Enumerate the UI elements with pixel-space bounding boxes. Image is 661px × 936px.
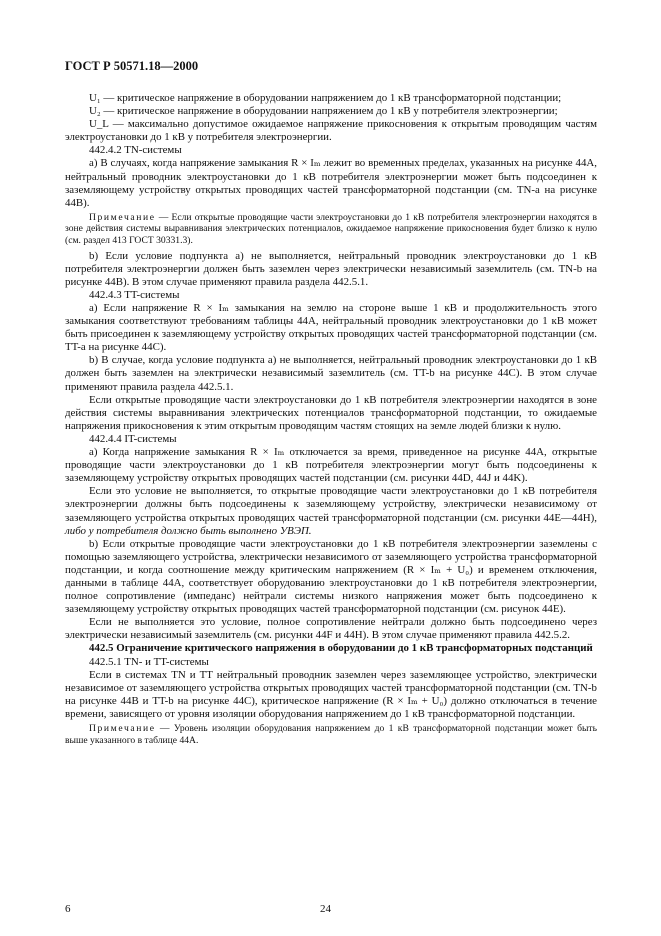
paragraph: Если в системах TN и TT нейтральный проводник заземлен через заземляющее устройство, электрически независимое от заземляющего устройства открытых проводящих частей трансформаторной подстанции (см. TN-b на рисунке 44В и TT-b на рисунке 44С), критическое напряжение (R × Iₘ + U₀) должно отключаться в течение времени, зависящего от уровня изоляции оборудования напряжением до 1 кВ трансформаторной подстанции. xyxy=(65,668,597,720)
page-number-center: 24 xyxy=(320,903,331,915)
paragraph: а) Если напряжение R × Iₘ замыкания на землю на стороне выше 1 кВ и продолжительность этого замыкания соответствуют требованиям таблицы 44А, нейтральный проводник электроустановки до 1 кВ может быть присоединен к заземляющему устройству открытых проводящих частей трансформаторной подстанции (см. TT-а на рисунке 44С). xyxy=(65,302,597,354)
document-body xyxy=(65,92,597,749)
note-label: Примечание xyxy=(89,723,156,734)
paragraph: а) Когда напряжение замыкания R × Iₘ отключается за время, приведенное на рисунке 44А, открытые проводящие части электроустановки до 1 кВ потребителя электроэнергии могут быть подсоединены к заземляющему устройству открытых проводящих частей подстанции (см. рисунки 44D, 44J и 44K). xyxy=(65,446,597,485)
paragraph: b) Если открытые проводящие части электроустановки до 1 кВ потребителя электроэнергии заземлены с помощью заземляющего устройства, электрически независимого от заземляющего устройства трансформаторной подстанции, и когда соотношение между критическим напряжением (R × Iₘ + U₀) и временем отключения, данными в таблице 44А, соответствует оборудованию электроустановки до 1 кВ потребителя электроэнергии, полное сопротивление (импеданс) нейтрали системы низкого напряжения может быть подсоединено к заземляющему устройству открытых проводящих частей трансформаторной подстанции (см. рисунок 44Е). xyxy=(65,537,597,616)
section-heading-442-4-3: 442.4.3 TT-системы xyxy=(89,288,180,301)
section-heading-442-5: 442.5 Ограничение критического напряжения в оборудовании до 1 кВ трансформаторных подстанций xyxy=(89,642,593,655)
definition-u2: U₂ — критическое напряжение в оборудовании напряжением до 1 кВ у потребителя электроэнергии; xyxy=(89,105,558,118)
note-text: — Если открытые проводящие части электроустановки до 1 кВ потребителя электроэнергии находятся в зоне действия системы выравнивания электрических потенциалов, ожидаемое напряжение прикосновения будет близко к нулю (см. раздел 413 ГОСТ 30331.3). xyxy=(65,211,597,247)
note-text: — Уровень изоляции оборудования напряжением до 1 кВ трансформаторной подстанции может быть выше указанного в таблице 44А. xyxy=(65,723,597,746)
paragraph: b) Если условие подпункта а) не выполняется, нейтральный проводник электроустановки до 1 кВ потребителя электроэнергии должен быть заземлен через электрически независимый заземлитель (см. TN-b на рисунке 44В). В этом случае применяют правила раздела 442.5.1. xyxy=(65,249,597,288)
paragraph: Если открытые проводящие части электроустановки до 1 кВ потребителя электроэнергии находятся в зоне действия системы выравнивания электрических потенциалов трансформаторной подстанции, то ожидаемые напряжения прикосновения к этим открытым проводящим частям стоящих на земле людей близки к нулю. xyxy=(65,393,597,432)
note xyxy=(65,723,597,746)
definition-u1: U₁ — критическое напряжение в оборудовании напряжением до 1 кВ трансформаторной подстанции; xyxy=(89,92,562,104)
paragraph-text: Если это условие не выполняется, то открытые проводящие части электроустановки до 1 кВ потребителя электроэнергии должны быть подсоединены к заземляющему устройству, электрически независимому от заземляющего устройства открытых проводящих частей трансформаторной подстанции (см. рисунки 44Е—44Н), xyxy=(65,485,597,524)
section-heading-442-5-1: 442.5.1 TN- и TT-системы xyxy=(89,655,209,668)
note-label: Примечание xyxy=(89,211,156,223)
paragraph: Если не выполняется это условие, полное сопротивление нейтрали должно быть подсоединено через электрически независимый заземлитель (см. рисунки 44F и 44Н). В этом случае применяют правила 442.5.2. xyxy=(65,616,597,642)
paragraph: а) В случаях, когда напряжение замыкания R × Iₘ лежит во временных пределах, указанных на рисунке 44А, нейтральный проводник электроустановки до 1 кВ потребителя электроэнергии может быть подсоединен к заземляющему устройству открытых проводящих частей трансформаторной подстанции (см. TN-а на рисунке 44В). xyxy=(65,157,597,209)
italic-text: либо у потребителя должно быть выполнено УВЭП. xyxy=(65,524,312,537)
section-heading-442-4-4: 442.4.4 IT-системы xyxy=(89,432,177,445)
paragraph: b) В случае, когда условие подпункта а) не выполняется, нейтральный проводник электроустановки до 1 кВ должен быть заземлен на электрически независимый заземлитель (см. TT-b на рисунке 44С). В этом случае применяют правила раздела 442.5.1. xyxy=(65,354,597,393)
definition-ul: U_L — максимально допустимое ожидаемое напряжение прикосновения к открытым проводящим частям электроустановки до 1 кВ у потребителя электроэнергии. xyxy=(65,118,597,144)
note xyxy=(65,212,597,247)
page-number-left: 6 xyxy=(65,903,71,915)
paragraph xyxy=(65,485,597,537)
page-header: ГОСТ Р 50571.18—2000 xyxy=(65,59,199,73)
section-heading-442-4-2: 442.4.2 TN-системы xyxy=(89,144,182,157)
